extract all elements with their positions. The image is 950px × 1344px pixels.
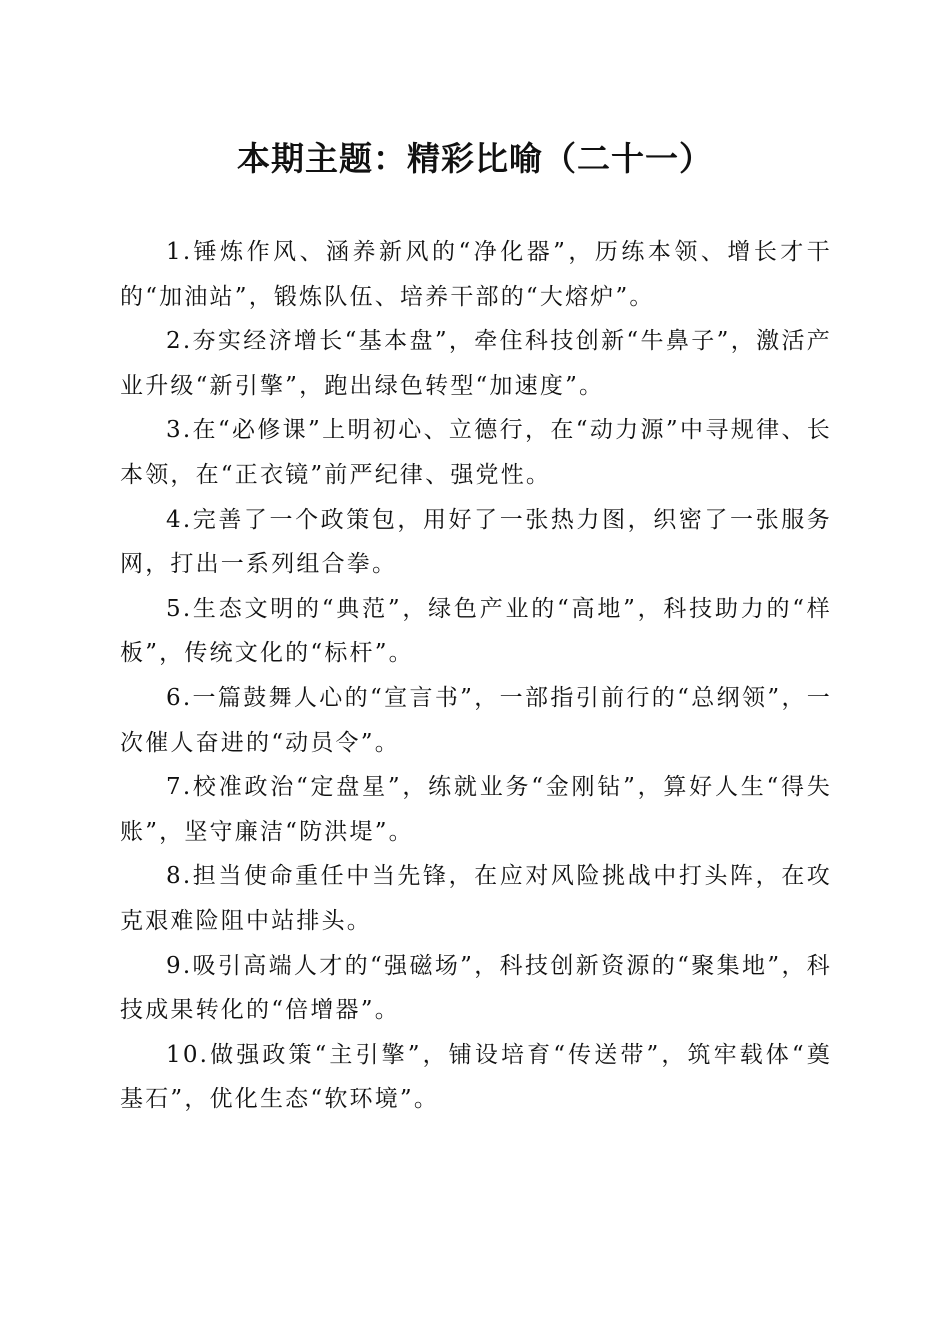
paragraph-4: 4.完善了一个政策包，用好了一张热力图，织密了一张服务网，打出一系列组合拳。 bbox=[120, 506, 832, 578]
paragraph-8: 8.担当使命重任中当先锋，在应对风险挑战中打头阵，在攻克艰难险阻中站排头。 bbox=[120, 863, 832, 934]
paragraph-2: 2.夯实经济增长“基本盘”，牵住科技创新“牛鼻子”，激活产业升级“新引擎”，跑出绿色转型“加速度”。 bbox=[120, 328, 832, 399]
paragraph-10: 10.做强政策“主引擎”，铺设培育“传送带”，筑牢载体“奠基石”，优化生态“软环境”。 bbox=[120, 1041, 832, 1113]
page-title: 本期主题：精彩比喻（二十一） bbox=[237, 139, 713, 178]
paragraph-3: 3.在“必修课”上明初心、立德行，在“动力源”中寻规律、长本领，在“正衣镜”前严纪律、强党性。 bbox=[120, 417, 832, 488]
paragraph-7: 7.校准政治“定盘星”，练就业务“金刚钻”，算好人生“得失账”，坚守廉洁“防洪堤”。 bbox=[120, 774, 832, 845]
paragraph-9: 9.吸引高端人才的“强磁场”，科技创新资源的“聚集地”，科技成果转化的“倍增器”。 bbox=[120, 952, 832, 1024]
paragraph-1: 1.锤炼作风、涵养新风的“净化器”，历练本领、增长才干的“加油站”，锻炼队伍、培养干部的“大熔炉”。 bbox=[120, 239, 832, 310]
paragraph-6: 6.一篇鼓舞人心的“宣言书”，一部指引前行的“总纲领”，一次催人奋进的“动员令”。 bbox=[120, 684, 832, 756]
document-body bbox=[120, 230, 832, 1122]
paragraph-5: 5.生态文明的“典范”，绿色产业的“高地”，科技助力的“样板”，传统文化的“标杆”。 bbox=[120, 595, 832, 667]
